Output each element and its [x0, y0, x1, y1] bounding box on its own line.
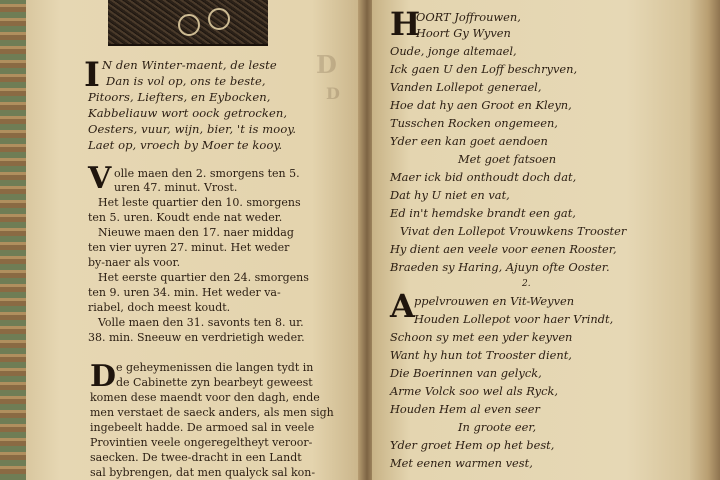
- prose-line: riabel, doch meest koudt.: [88, 301, 231, 314]
- stanza-line: Dat hy U niet en vat,: [390, 188, 510, 202]
- prose-line: Nieuwe maen den 17. naer middag: [98, 226, 294, 239]
- stanza-line: Tusschen Rocken ongemeen,: [390, 116, 558, 130]
- stanza-line: Hoe dat hy aen Groot en Kleyn,: [390, 98, 572, 112]
- dropcap-stanza1: H: [390, 5, 421, 43]
- verse-line: N den Winter-maent, de leste: [102, 58, 277, 72]
- prose-line: Het leste quartier den 10. smorgens: [98, 196, 301, 209]
- verse-line: Kabbeliauw wort oock getrocken,: [88, 106, 288, 120]
- stanza-line: In groote eer,: [458, 420, 537, 434]
- dropcap-verse: I: [84, 55, 100, 95]
- prose-line: ingebeelt hadde. De armoed sal in veele: [90, 421, 315, 434]
- right-page: [372, 0, 690, 480]
- left-page: [26, 0, 362, 480]
- stanza-line: Met goet fatsoen: [458, 152, 557, 166]
- stanza-line: Arme Volck soo wel als Ryck,: [390, 384, 558, 398]
- show-through-text: D: [316, 50, 337, 79]
- stanza-line: Houden Lollepot voor haer Vrindt,: [414, 312, 614, 326]
- prose-line: men verstaet de saeck anders, als men sigh: [90, 406, 334, 419]
- prose-line: saecken. De twee-dracht in een Landt: [90, 451, 302, 464]
- stanza-line: Maer ick bid onthoudt doch dat,: [390, 170, 577, 184]
- prose-line: Het eerste quartier den 24. smorgens: [98, 271, 309, 284]
- prose-line: ten 5. uren. Koudt ende nat weder.: [88, 211, 283, 224]
- prose-line: e geheymenissen die langen tydt in: [116, 361, 314, 374]
- book-edge-left: [0, 0, 28, 480]
- prose-line: Volle maen den 31. savonts ten 8. ur.: [98, 316, 304, 329]
- dropcap-block2: D: [90, 359, 117, 394]
- woodcut-illustration: [108, 0, 268, 46]
- stanza-number: 2.: [522, 279, 531, 289]
- verse-line: Pitoors, Liefters, en Eybocken,: [88, 90, 271, 104]
- stanza-line: ppelvrouwen en Vit-Weyven: [414, 294, 575, 308]
- stanza-line: Want hy hun tot Trooster dient,: [390, 348, 572, 362]
- stanza-line: Yder groet Hem op het best,: [390, 438, 555, 452]
- stanza-line: Schoon sy met een yder keyven: [390, 330, 573, 344]
- stanza-line: Die Boerinnen van gelyck,: [390, 366, 542, 380]
- prose-line: de Cabinette zyn bearbeyt geweest: [116, 376, 313, 389]
- prose-line: komen dese maendt voor den dagh, ende: [90, 391, 320, 404]
- stanza-line: Yder een kan goet aendoen: [390, 134, 548, 148]
- prose-line: ten vier uyren 27. minut. Het weder: [88, 241, 290, 254]
- stanza-line: Oude, jonge altemael,: [390, 44, 517, 58]
- dropcap-block1: V: [88, 161, 112, 196]
- prose-line: by-naer als voor.: [88, 256, 181, 269]
- stanza-line: Vivat den Lollepot Vrouwkens Trooster: [400, 224, 627, 238]
- prose-line: Provintien veele ongeregeltheyt veroor-: [90, 436, 313, 449]
- prose-line: uren 47. minut. Vrost.: [114, 181, 238, 194]
- prose-line: 38. min. Sneeuw en verdrietigh weder.: [88, 331, 305, 344]
- woodcut-ornament: [178, 14, 200, 36]
- show-through-text: D: [326, 84, 340, 103]
- stanza-line: Ed in't hemdske brandt een gat,: [390, 206, 576, 220]
- verse-line: Dan is vol op, ons te beste,: [106, 74, 266, 88]
- stanza-line: Met eenen warmen vest,: [390, 456, 533, 470]
- stanza-line: Hy dient aen veele voor eenen Rooster,: [390, 242, 617, 256]
- stanza-line: Ick gaen U den Loff beschryven,: [390, 62, 578, 76]
- prose-line: olle maen den 2. smorgens ten 5.: [114, 167, 300, 180]
- book-edge-right: [690, 0, 720, 480]
- stanza-line: Hoort Gy Wyven: [416, 26, 511, 40]
- stanza-line: OORT Joffrouwen,: [416, 10, 521, 24]
- verse-line: Oesters, vuur, wijn, bier, 't is mooy.: [88, 122, 297, 136]
- stanza-line: Vanden Lollepot generael,: [390, 80, 542, 94]
- verse-line: Laet op, vroech by Moer te kooy.: [88, 138, 283, 152]
- dropcap-stanza2: A: [390, 287, 415, 325]
- prose-line: sal bybrengen, dat men qualyck sal kon-: [90, 466, 316, 479]
- stanza-line: Braeden sy Haring, Ajuyn ofte Ooster.: [390, 260, 610, 274]
- woodcut-ornament: [208, 8, 230, 30]
- stanza-line: Houden Hem al even seer: [390, 402, 540, 416]
- prose-line: ten 9. uren 34. min. Het weder va-: [88, 286, 281, 299]
